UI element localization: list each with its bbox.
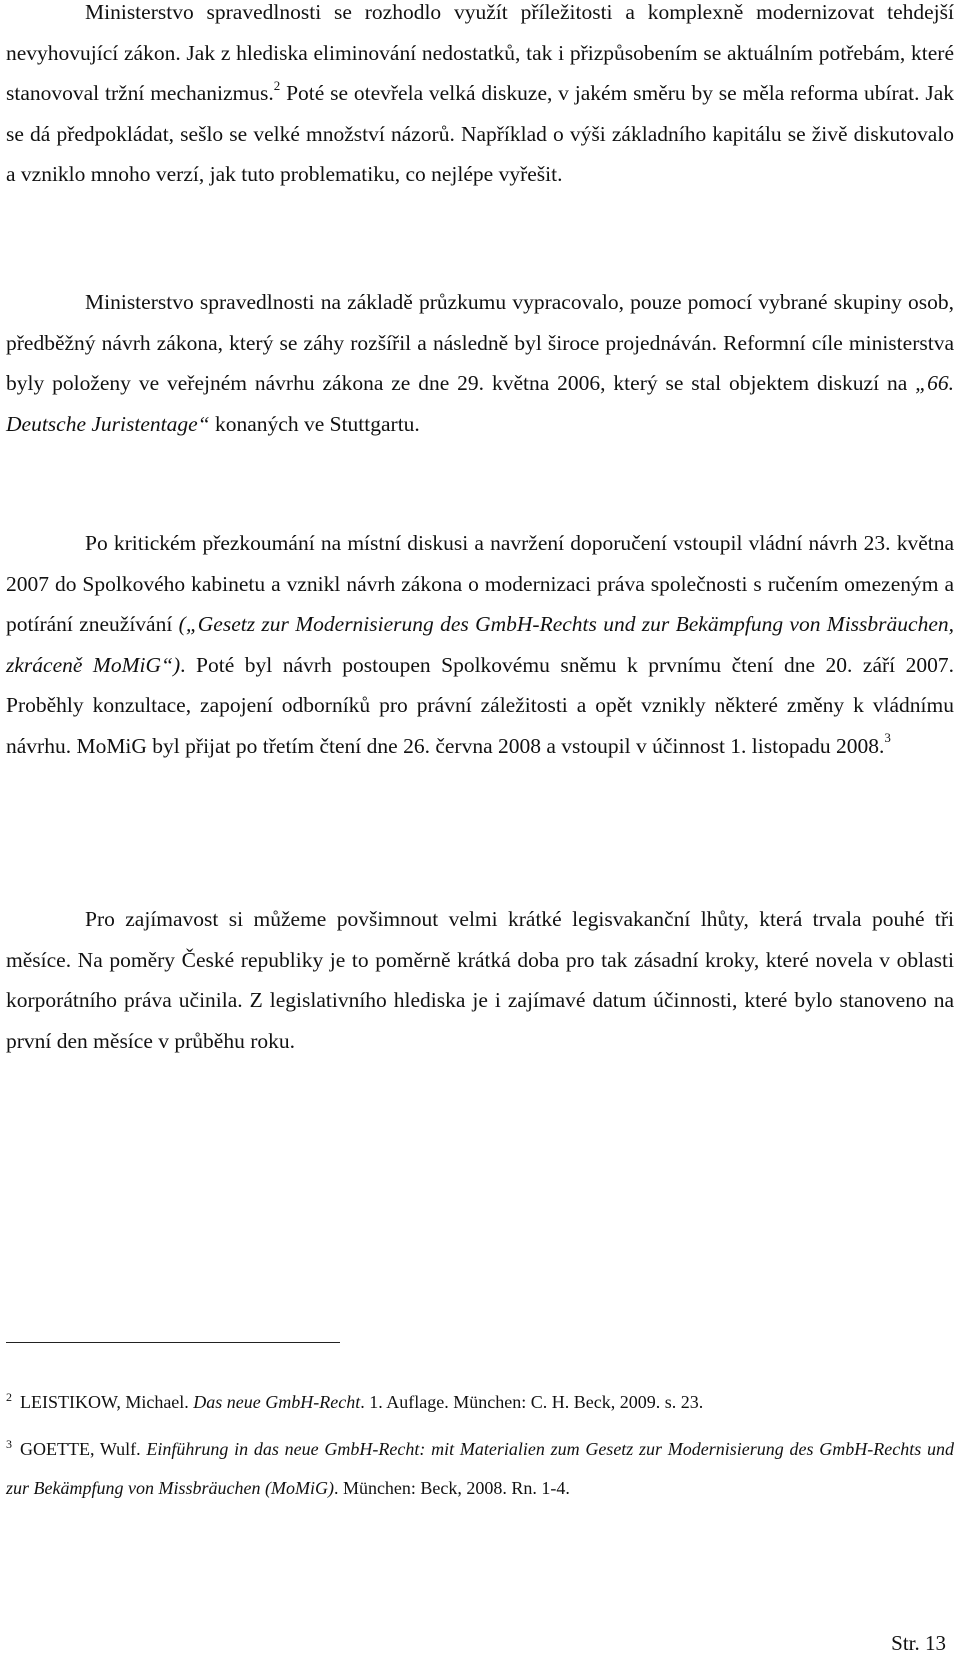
footnote-separator [6, 1342, 340, 1343]
paragraph-4 [6, 899, 954, 1061]
paragraph-2-italic-title: „66. Deutsche Juristentage“ [6, 371, 954, 436]
footnote-3 [6, 1430, 954, 1507]
paragraph-1-text-a: Ministerstvo spravedlnosti se rozhodlo využít příležitosti a komplexně modernizovat tehdejší nevyhovující zákon. Jak z hlediska eliminování nedostatků, tak i přizpůsobením se aktuálním potřebám, které stanovoval tržní mechanizmus. [6, 0, 954, 105]
footnote-3-author: GOETTE, Wulf. [20, 1439, 141, 1459]
paragraph-4-text: Pro zajímavost si můžeme povšimnout velmi krátké legisvakanční lhůty, která trvala pouhé tři měsíce. Na poměry České republiky je to poměrně krátká doba pro tak zásadní kroky, které novela v oblasti korporátního práva učinila. Z legislativního hlediska je i zajímavé datum účinnosti, které bylo stanoveno na první den měsíce v průběhu roku. [6, 907, 954, 1053]
footnote-2-number: 2 [6, 1390, 12, 1404]
footnote-3-details: . München: Beck, 2008. Rn. 1-4. [333, 1477, 570, 1498]
footnote-2-title: Das neue GmbH-Recht [193, 1392, 361, 1412]
footnote-2-details: . 1. Auflage. München: C. H. Beck, 2009. s. 23. [360, 1392, 704, 1412]
footnote-3-number: 3 [6, 1437, 12, 1451]
paragraph-2-text-a: Ministerstvo spravedlnosti na základě průzkumu vypracovalo, pouze pomocí vybrané skupiny osob, předběžný návrh zákona, který se záhy rozšířil a následně byl široce projednáván. Reformní cíle ministerstva byly položeny ve veřejném návrhu zákona ze dne 29. května 2006, který se stal objektem diskuzí na [6, 290, 954, 395]
footnote-ref-3[interactable]: 3 [884, 730, 891, 746]
paragraph-2-text-b: konaných ve Stuttgartu. [209, 411, 420, 436]
paragraph-3-italic-law-name: („Gesetz zur Modernisierung des GmbH-Rechts und zur Bekämpfung von Missbräuchen, zkráceně MoMiG“) [6, 612, 954, 677]
footnote-3-title: Einführung in das neue GmbH-Recht: mit Materialien zum Gesetz zur Modernisierung des GmbH-Rechts und zur Bekämpfung von Missbräuchen (MoMiG) [6, 1439, 955, 1498]
paragraph-1 [6, 0, 954, 195]
footnote-2 [6, 1383, 954, 1422]
paragraph-3 [6, 523, 954, 766]
paragraph-1-text-b: Poté se otevřela velká diskuze, v jakém směru by se měla reforma ubírat. Jak se dá předpokládat, sešlo se velké množství názorů. Například o výši základního kapitálu se živě diskutovalo a vzniklo mnoho verzí, jak tuto problematiku, co nejlépe vyřešit. [6, 81, 954, 186]
paragraph-3-text-b: . Poté byl návrh postoupen Spolkovému sněmu k prvnímu čtení dne 20. září 2007. Proběhly konzultace, zapojení odborníků pro právní záležitosti a opět vznikly některé změny k vládnímu návrhu. MoMiG byl přijat po třetím čtení dne 26. června 2008 a vstoupil v účinnost 1. listopadu 2008. [6, 652, 955, 758]
paragraph-3-text-a: Po kritickém přezkoumání na místní diskusi a navržení doporučení vstoupil vládní návrh 23. května 2007 do Spolkového kabinetu a vznikl návrh zákona o modernizaci práva společnosti s ručením omezeným a potírání zneužívání [6, 531, 954, 636]
footnote-ref-2[interactable]: 2 [273, 77, 281, 93]
page-number: Str. 13 [891, 1631, 946, 1655]
footnote-2-author: LEISTIKOW, Michael. [20, 1392, 189, 1412]
paragraph-2 [6, 282, 954, 444]
